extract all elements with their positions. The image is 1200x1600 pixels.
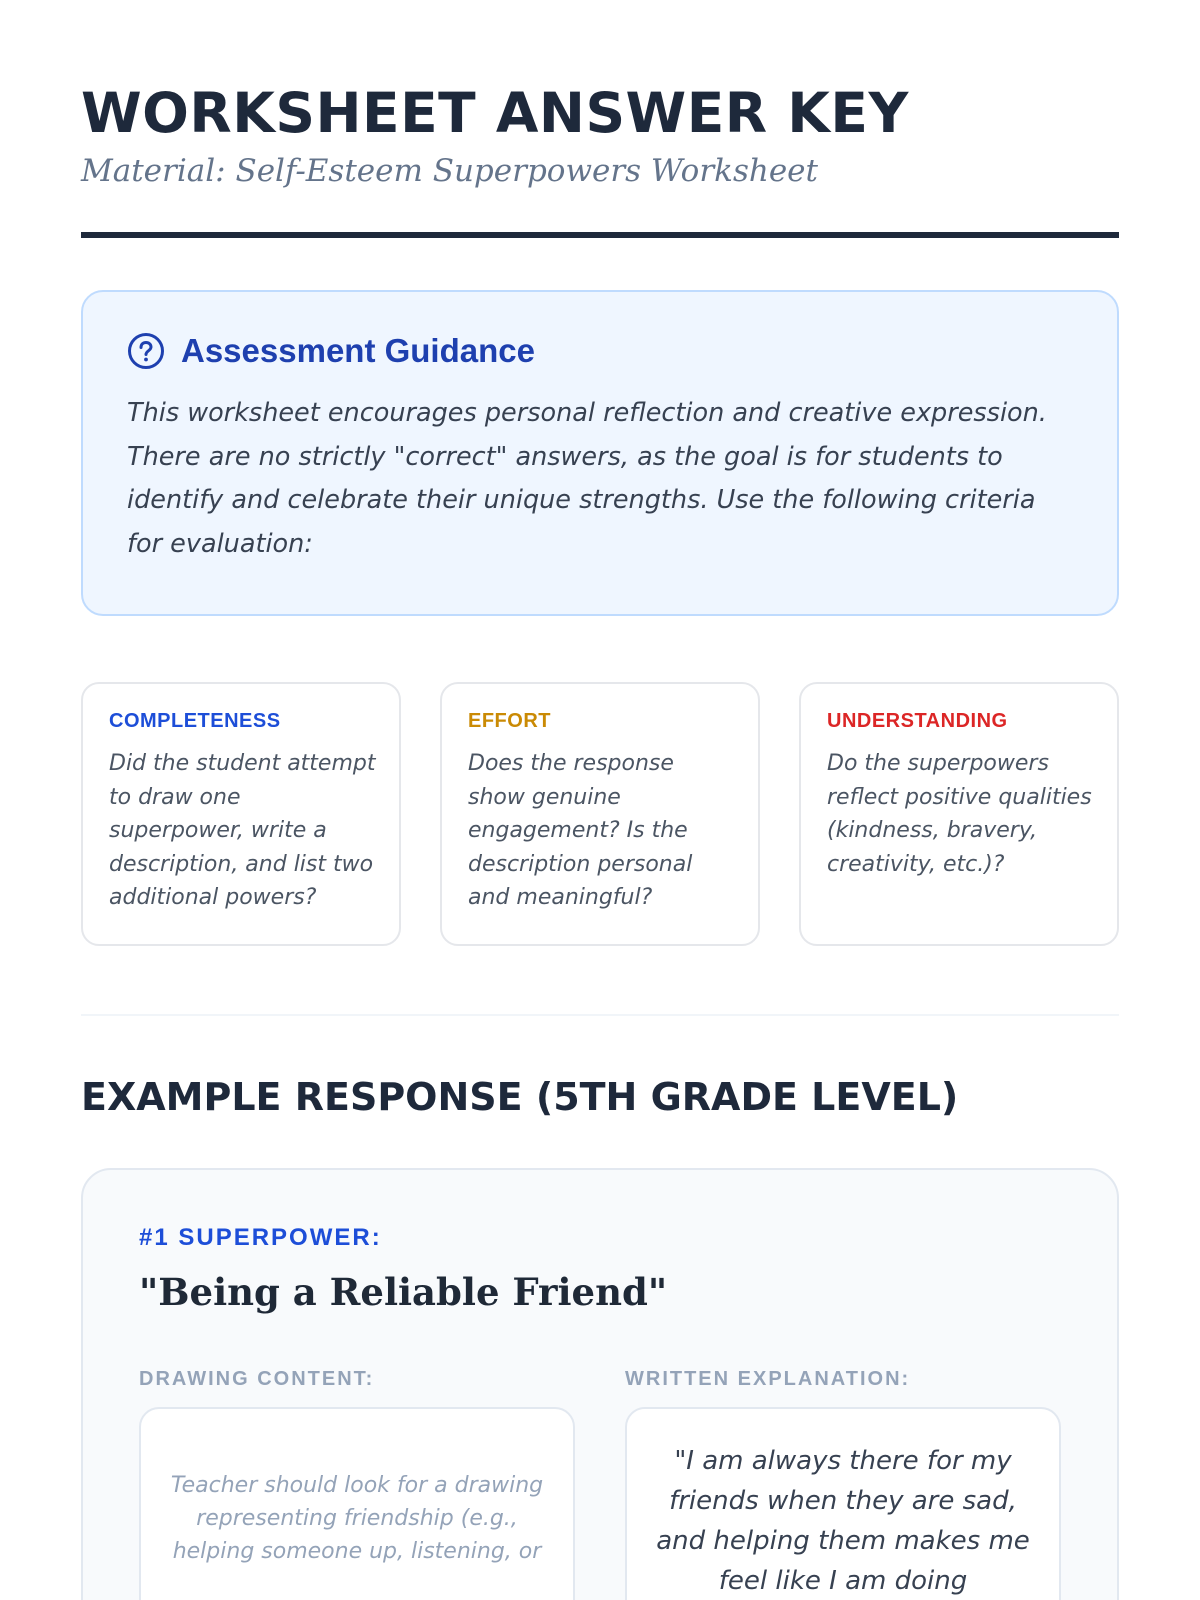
help-circle-icon (127, 332, 165, 370)
guidance-title: Assessment Guidance (181, 332, 535, 369)
title-rule (81, 232, 1119, 238)
guidance-body: This worksheet encourages personal reflection and creative expression. There are no strictly "correct" answers, as the goal is for students to identify and celebrate their unique strengths. Use the following criteria for evaluation: (127, 398, 1047, 559)
criterion-card-effort (440, 682, 760, 946)
example-section-title: EXAMPLE RESPONSE (5TH GRADE LEVEL) (81, 1075, 959, 1119)
criterion-label: UNDERSTANDING (827, 710, 1008, 732)
explanation-column (625, 1368, 1061, 1600)
explanation-text: "I am always there for my friends when they are sad, and helping them makes me feel like I am doing (656, 1446, 1030, 1596)
criterion-label: EFFORT (468, 710, 551, 732)
superpower-label: #1 SUPERPOWER: (139, 1224, 382, 1251)
criterion-label: COMPLETENESS (109, 710, 281, 732)
drawing-text: Teacher should look for a drawing representing friendship (e.g., helping someone up, listening, or (170, 1473, 544, 1564)
superpower-title: "Being a Reliable Friend" (139, 1270, 668, 1314)
drawing-label: DRAWING CONTENT: (139, 1368, 375, 1390)
criterion-card-understanding (799, 682, 1119, 946)
section-divider (81, 1014, 1119, 1016)
example-response-card (81, 1168, 1119, 1600)
assessment-guidance-card (81, 290, 1119, 616)
criterion-text: Did the student attempt to draw one superpower, write a description, and list two additional powers? (109, 751, 376, 910)
criterion-text: Do the superpowers reflect positive qualities (kindness, bravery, creativity, etc.)? (827, 751, 1092, 877)
explanation-box (625, 1407, 1061, 1600)
explanation-label: WRITTEN EXPLANATION: (625, 1368, 911, 1390)
example-columns (139, 1368, 1061, 1600)
guidance-header (127, 332, 1075, 370)
page-title: WORKSHEET ANSWER KEY (81, 81, 909, 145)
criterion-card-completeness (81, 682, 401, 946)
criterion-text: Does the response show genuine engagement? Is the description personal and meaningful? (468, 751, 693, 910)
criteria-row (81, 682, 1119, 946)
page-subtitle: Material: Self-Esteem Superpowers Worksheet (81, 153, 818, 189)
drawing-box (139, 1407, 575, 1600)
drawing-column (139, 1368, 575, 1600)
